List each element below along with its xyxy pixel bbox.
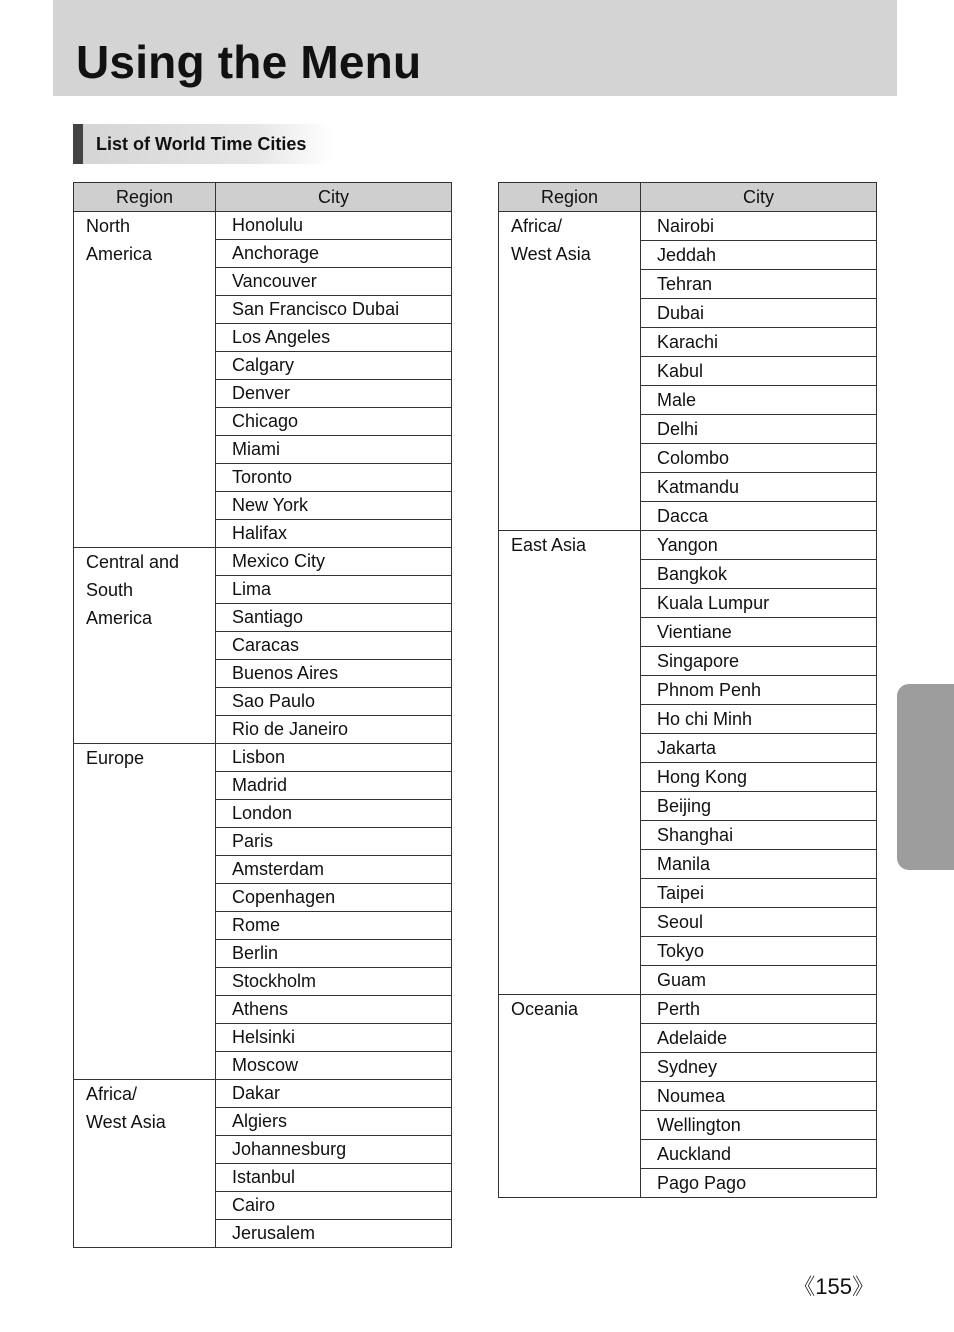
region-cell: East Asia [499, 531, 641, 995]
city-cell: Hong Kong [641, 763, 877, 792]
city-cell: Lima [216, 576, 452, 604]
city-cell: Dubai [641, 299, 877, 328]
city-cell: London [216, 800, 452, 828]
city-cell: Vancouver [216, 268, 452, 296]
city-cell: Noumea [641, 1082, 877, 1111]
region-cell: Central and South America [74, 548, 216, 744]
city-cell: New York [216, 492, 452, 520]
city-cell: Dacca [641, 502, 877, 531]
city-cell: Honolulu [216, 212, 452, 240]
city-cell: Pago Pago [641, 1169, 877, 1198]
table-row [499, 212, 877, 241]
table-header-row [499, 183, 877, 212]
city-cell: Chicago [216, 408, 452, 436]
city-cell: Berlin [216, 940, 452, 968]
city-cell: Mexico City [216, 548, 452, 576]
region-cell: Africa/ West Asia [499, 212, 641, 531]
city-cell: Helsinki [216, 1024, 452, 1052]
city-cell: Ho chi Minh [641, 705, 877, 734]
right-table-body [499, 212, 877, 1198]
table-row [74, 1080, 452, 1108]
page-title: Using the Menu [76, 36, 422, 88]
region-column-header: Region [499, 183, 641, 212]
city-cell: Calgary [216, 352, 452, 380]
city-cell: Jerusalem [216, 1220, 452, 1248]
city-cell: Kabul [641, 357, 877, 386]
city-cell: Rome [216, 912, 452, 940]
city-cell: Perth [641, 995, 877, 1024]
city-cell: Rio de Janeiro [216, 716, 452, 744]
city-cell: Adelaide [641, 1024, 877, 1053]
city-cell: Male [641, 386, 877, 415]
city-cell: Algiers [216, 1108, 452, 1136]
city-cell: Karachi [641, 328, 877, 357]
city-cell: Dakar [216, 1080, 452, 1108]
city-cell: Delhi [641, 415, 877, 444]
city-cell: Sydney [641, 1053, 877, 1082]
city-cell: Cairo [216, 1192, 452, 1220]
table-row [499, 531, 877, 560]
city-cell: Miami [216, 436, 452, 464]
city-cell: Paris [216, 828, 452, 856]
city-cell: Tehran [641, 270, 877, 299]
city-cell: Toronto [216, 464, 452, 492]
region-cell: Oceania [499, 995, 641, 1198]
city-cell: Anchorage [216, 240, 452, 268]
city-cell: Manila [641, 850, 877, 879]
city-cell: Vientiane [641, 618, 877, 647]
page-number: 《155》 [793, 1274, 874, 1299]
city-cell: Katmandu [641, 473, 877, 502]
city-cell: Bangkok [641, 560, 877, 589]
city-cell: Istanbul [216, 1164, 452, 1192]
city-cell: Tokyo [641, 937, 877, 966]
city-cell: Denver [216, 380, 452, 408]
section-heading [73, 124, 333, 164]
city-cell: Kuala Lumpur [641, 589, 877, 618]
city-cell: Beijing [641, 792, 877, 821]
city-cell: Buenos Aires [216, 660, 452, 688]
city-cell: Wellington [641, 1111, 877, 1140]
city-cell: Yangon [641, 531, 877, 560]
city-cell: Caracas [216, 632, 452, 660]
city-cell: Copenhagen [216, 884, 452, 912]
city-cell: Auckland [641, 1140, 877, 1169]
city-cell: Taipei [641, 879, 877, 908]
table-header-row [74, 183, 452, 212]
world-cities-table-left [73, 182, 452, 1248]
city-cell: Seoul [641, 908, 877, 937]
city-cell: Athens [216, 996, 452, 1024]
region-column-header: Region [74, 183, 216, 212]
city-cell: Guam [641, 966, 877, 995]
city-cell: Jakarta [641, 734, 877, 763]
side-chapter-tab [897, 684, 954, 870]
region-cell: Europe [74, 744, 216, 1080]
section-heading-text: List of World Time Cities [96, 134, 307, 154]
world-cities-table-right [498, 182, 877, 1198]
city-cell: Singapore [641, 647, 877, 676]
city-cell: Los Angeles [216, 324, 452, 352]
table-row [74, 212, 452, 240]
city-cell: Halifax [216, 520, 452, 548]
city-cell: Nairobi [641, 212, 877, 241]
city-cell: Shanghai [641, 821, 877, 850]
table-row [74, 548, 452, 576]
city-cell: Santiago [216, 604, 452, 632]
city-cell: Lisbon [216, 744, 452, 772]
city-cell: Stockholm [216, 968, 452, 996]
left-table-body [74, 212, 452, 1248]
city-cell: San Francisco Dubai [216, 296, 452, 324]
region-cell: Africa/ West Asia [74, 1080, 216, 1248]
city-cell: Phnom Penh [641, 676, 877, 705]
table-row [499, 995, 877, 1024]
table-row [74, 744, 452, 772]
section-heading-bar [73, 124, 83, 164]
city-cell: Sao Paulo [216, 688, 452, 716]
city-cell: Moscow [216, 1052, 452, 1080]
city-cell: Madrid [216, 772, 452, 800]
city-cell: Colombo [641, 444, 877, 473]
city-cell: Jeddah [641, 241, 877, 270]
city-column-header: City [641, 183, 877, 212]
region-cell: North America [74, 212, 216, 548]
city-cell: Johannesburg [216, 1136, 452, 1164]
city-column-header: City [216, 183, 452, 212]
city-cell: Amsterdam [216, 856, 452, 884]
